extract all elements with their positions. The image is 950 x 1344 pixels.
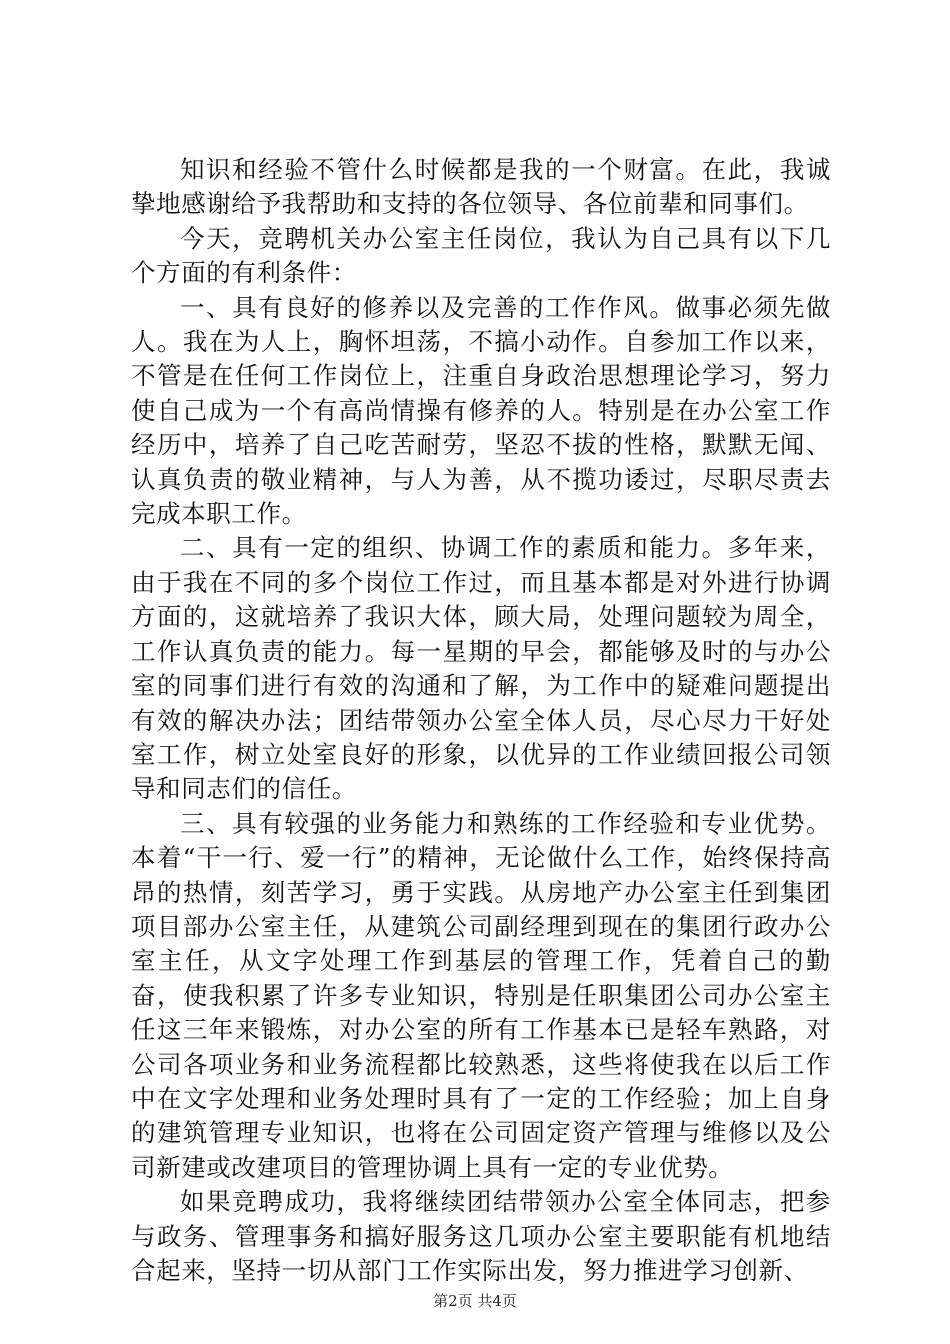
document-body xyxy=(131,153,831,1288)
body-paragraph-1: 知识和经验不管什么时候都是我的一个财富。在此，我诚挚地感谢给予我帮助和支持的各位领导、各位前辈和同事们。 xyxy=(131,155,831,219)
page-footer: 第2页 共4页 xyxy=(433,1292,517,1310)
body-paragraph-3: 一、具有良好的修养以及完善的工作作风。做事必须先做人。我在为人上，胸怀坦荡，不搞小动作。自参加工作以来，不管是在任何工作岗位上，注重自身政治思想理论学习，努力使自己成为一个有高尚情操有修养的人。特别是在办公室工作经历中，培养了自己吃苦耐劳，坚忍不拔的性格，默默无闻、认真负责的敬业精神，与人为善，从不揽功诿过，尽职尽责去完成本职工作。 xyxy=(131,292,831,529)
body-paragraph-5: 三、具有较强的业务能力和熟练的工作经验和专业优势。本着“干一行、爱一行”的精神，无论做什么工作，始终保持高昂的热情，刻苦学习，勇于实践。从房地产办公室主任到集团项目部办公室主任，从建筑公司副经理到现在的集团行政办公室主任，从文字处理工作到基层的管理工作，凭着自己的勤奋，使我积累了许多专业知识，特别是任职集团公司办公室主任这三年来锻炼，对办公室的所有工作基本已是轻车熟路，对公司各项业务和业务流程都比较熟悉，这些将使我在以后工作中在文字处理和业务处理时具有了一定的工作经验；加上自身的建筑管理专业知识，也将在公司固定资产管理与维修以及公司新建或改建项目的管理协调上具有一定的专业优势。 xyxy=(131,808,831,1182)
body-paragraph-4: 二、具有一定的组织、协调工作的素质和能力。多年来，由于我在不同的多个岗位工作过，而且基本都是对外进行协调方面的，这就培养了我识大体，顾大局，处理问题较为周全，工作认真负责的能力。每一星期的早会，都能够及时的与办公室的同事们进行有效的沟通和了解，为工作中的疑难问题提出有效的解决办法；团结带领办公室全体人员，尽心尽力干好处室工作，树立处室良好的形象，以优异的工作业绩回报公司领导和同志们的信任。 xyxy=(131,533,831,804)
body-paragraph-2: 今天，竞聘机关办公室主任岗位，我认为自己具有以下几个方面的有利条件： xyxy=(131,223,831,288)
body-paragraph-6: 如果竞聘成功，我将继续团结带领办公室全体同志，把参与政务、管理事务和搞好服务这几项办公室主要职能有机地结合起来，坚持一切从部门工作实际出发，努力推进学习创新、 xyxy=(131,1187,831,1285)
